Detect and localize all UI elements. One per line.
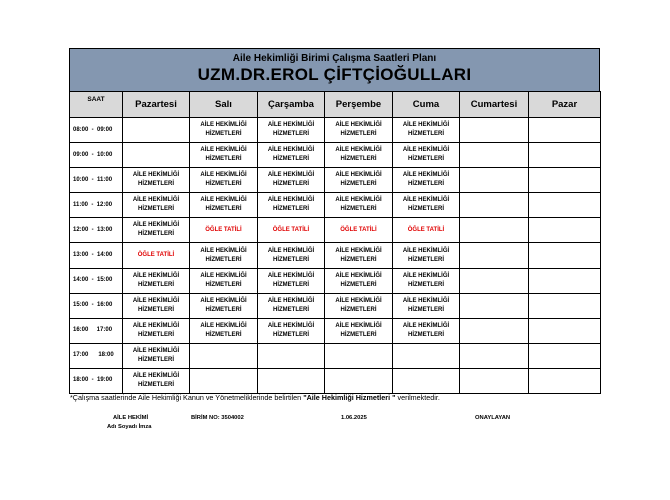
schedule-cell: AİLE HEKİMLİĞİ HİZMETLERİ: [393, 243, 460, 268]
schedule-cell: AİLE HEKİMLİĞİ HİZMETLERİ: [190, 268, 258, 293]
time-slot-cell: 11:00 - 12:00: [70, 193, 123, 218]
schedule-cell: [460, 268, 529, 293]
table-row: [70, 243, 601, 268]
schedule-cell: AİLE HEKİMLİĞİ HİZMETLERİ: [325, 318, 393, 343]
schedule-cell: [460, 168, 529, 193]
table-row: [70, 143, 601, 168]
schedule-cell: [529, 193, 601, 218]
table-row: [70, 343, 601, 368]
schedule-cell: AİLE HEKİMLİĞİ HİZMETLERİ: [190, 143, 258, 168]
schedule-cell: [123, 118, 190, 143]
footnote-text: *Çalışma saatlerinde Aile Hekimliği Kanun ve Yönetmeliklerinde belirtilen: [70, 393, 304, 402]
schedule-cell: [460, 143, 529, 168]
schedule-cell: AİLE HEKİMLİĞİ HİZMETLERİ: [190, 118, 258, 143]
column-header-day: Cuma: [393, 92, 460, 118]
doctor-name-title: UZM.DR.EROL ÇİFTÇİOĞULLARI: [197, 65, 472, 84]
table-row: [70, 218, 601, 243]
schedule-cell: AİLE HEKİMLİĞİ HİZMETLERİ: [258, 193, 325, 218]
schedule-cell: AİLE HEKİMLİĞİ HİZMETLERİ: [190, 243, 258, 268]
schedule-cell: ÖĞLE TATİLİ: [258, 218, 325, 243]
schedule-cell: [529, 118, 601, 143]
schedule-cell: ÖĞLE TATİLİ: [190, 218, 258, 243]
schedule-cell: [460, 368, 529, 393]
schedule-cell: AİLE HEKİMLİĞİ HİZMETLERİ: [258, 268, 325, 293]
schedule-sheet: [69, 48, 600, 394]
schedule-cell: AİLE HEKİMLİĞİ HİZMETLERİ: [190, 168, 258, 193]
schedule-cell: [460, 218, 529, 243]
time-slot-cell: 17:00 18:00: [70, 343, 123, 368]
footer-role: AİLE HEKİMİ: [113, 415, 149, 421]
schedule-cell: AİLE HEKİMLİĞİ HİZMETLERİ: [325, 168, 393, 193]
schedule-cell: AİLE HEKİMLİĞİ HİZMETLERİ: [325, 193, 393, 218]
time-slot-cell: 13:00 - 14:00: [70, 243, 123, 268]
schedule-cell: [190, 343, 258, 368]
schedule-cell: AİLE HEKİMLİĞİ HİZMETLERİ: [325, 118, 393, 143]
time-slot-cell: 18:00 - 19:00: [70, 368, 123, 393]
title-banner: [69, 48, 600, 91]
schedule-cell: AİLE HEKİMLİĞİ HİZMETLERİ: [123, 343, 190, 368]
table-row: [70, 293, 601, 318]
schedule-cell: [258, 368, 325, 393]
schedule-cell: [123, 143, 190, 168]
schedule-cell: [529, 368, 601, 393]
column-header-day: Salı: [190, 92, 258, 118]
schedule-cell: AİLE HEKİMLİĞİ HİZMETLERİ: [325, 143, 393, 168]
footnote: [70, 393, 440, 402]
schedule-cell: ÖĞLE TATİLİ: [123, 243, 190, 268]
schedule-cell: AİLE HEKİMLİĞİ HİZMETLERİ: [393, 118, 460, 143]
schedule-body: [70, 118, 601, 394]
time-slot-cell: 08:00 - 09:00: [70, 118, 123, 143]
schedule-cell: [393, 343, 460, 368]
schedule-cell: AİLE HEKİMLİĞİ HİZMETLERİ: [393, 168, 460, 193]
column-header-saat: SAAT: [70, 92, 123, 118]
column-header-day: Pazartesi: [123, 92, 190, 118]
time-slot-cell: 10:00 - 11:00: [70, 168, 123, 193]
column-header-day: Çarşamba: [258, 92, 325, 118]
table-row: [70, 368, 601, 393]
schedule-cell: [460, 293, 529, 318]
schedule-cell: ÖĞLE TATİLİ: [393, 218, 460, 243]
footer-approver: ONAYLAYAN: [475, 415, 511, 421]
footer-signature-label: Adı Soyadı İmza: [107, 424, 152, 430]
schedule-cell: AİLE HEKİMLİĞİ HİZMETLERİ: [393, 268, 460, 293]
schedule-cell: AİLE HEKİMLİĞİ HİZMETLERİ: [123, 318, 190, 343]
schedule-cell: AİLE HEKİMLİĞİ HİZMETLERİ: [258, 293, 325, 318]
schedule-cell: [529, 168, 601, 193]
column-header-day: Perşembe: [325, 92, 393, 118]
schedule-cell: AİLE HEKİMLİĞİ HİZMETLERİ: [258, 318, 325, 343]
schedule-cell: [529, 243, 601, 268]
schedule-cell: AİLE HEKİMLİĞİ HİZMETLERİ: [123, 218, 190, 243]
table-row: [70, 268, 601, 293]
schedule-cell: [460, 343, 529, 368]
schedule-cell: AİLE HEKİMLİĞİ HİZMETLERİ: [393, 318, 460, 343]
schedule-cell: [258, 343, 325, 368]
schedule-cell: AİLE HEKİMLİĞİ HİZMETLERİ: [258, 243, 325, 268]
schedule-cell: AİLE HEKİMLİĞİ HİZMETLERİ: [190, 193, 258, 218]
schedule-cell: AİLE HEKİMLİĞİ HİZMETLERİ: [123, 368, 190, 393]
footnote-highlight: "Aile Hekimliği Hizmetleri ": [303, 393, 396, 402]
schedule-cell: [325, 343, 393, 368]
schedule-cell: [460, 243, 529, 268]
schedule-cell: AİLE HEKİMLİĞİ HİZMETLERİ: [258, 168, 325, 193]
schedule-cell: AİLE HEKİMLİĞİ HİZMETLERİ: [325, 268, 393, 293]
schedule-cell: AİLE HEKİMLİĞİ HİZMETLERİ: [123, 268, 190, 293]
schedule-cell: AİLE HEKİMLİĞİ HİZMETLERİ: [325, 293, 393, 318]
schedule-cell: ÖĞLE TATİLİ: [325, 218, 393, 243]
schedule-cell: AİLE HEKİMLİĞİ HİZMETLERİ: [393, 143, 460, 168]
time-slot-cell: 12:00 - 13:00: [70, 218, 123, 243]
table-row: [70, 118, 601, 143]
schedule-cell: [529, 218, 601, 243]
schedule-cell: [393, 368, 460, 393]
schedule-cell: AİLE HEKİMLİĞİ HİZMETLERİ: [123, 293, 190, 318]
time-slot-cell: 16:00 17:00: [70, 318, 123, 343]
footer-unit-number: BİRİM NO: 3504002: [191, 415, 244, 421]
schedule-cell: AİLE HEKİMLİĞİ HİZMETLERİ: [258, 118, 325, 143]
schedule-cell: [190, 368, 258, 393]
footnote-suffix: verilmektedir.: [395, 393, 440, 402]
schedule-table: [69, 91, 601, 394]
schedule-cell: [325, 368, 393, 393]
schedule-cell: [529, 318, 601, 343]
schedule-cell: [529, 293, 601, 318]
schedule-cell: AİLE HEKİMLİĞİ HİZMETLERİ: [123, 168, 190, 193]
schedule-cell: AİLE HEKİMLİĞİ HİZMETLERİ: [190, 318, 258, 343]
schedule-cell: [529, 343, 601, 368]
schedule-cell: [529, 268, 601, 293]
time-slot-cell: 14:00 - 15:00: [70, 268, 123, 293]
schedule-cell: AİLE HEKİMLİĞİ HİZMETLERİ: [393, 293, 460, 318]
schedule-cell: AİLE HEKİMLİĞİ HİZMETLERİ: [258, 143, 325, 168]
column-header-day: Pazar: [529, 92, 601, 118]
schedule-cell: [460, 118, 529, 143]
plan-subtitle: Aile Hekimliği Birimi Çalışma Saatleri Planı: [232, 53, 437, 64]
schedule-cell: AİLE HEKİMLİĞİ HİZMETLERİ: [123, 193, 190, 218]
schedule-cell: AİLE HEKİMLİĞİ HİZMETLERİ: [325, 243, 393, 268]
column-header-day: Cumartesi: [460, 92, 529, 118]
schedule-cell: AİLE HEKİMLİĞİ HİZMETLERİ: [190, 293, 258, 318]
header-row: [70, 92, 601, 118]
time-slot-cell: 15:00 - 16:00: [70, 293, 123, 318]
schedule-cell: AİLE HEKİMLİĞİ HİZMETLERİ: [393, 193, 460, 218]
table-row: [70, 318, 601, 343]
time-slot-cell: 09:00 - 10:00: [70, 143, 123, 168]
schedule-cell: [529, 143, 601, 168]
table-row: [70, 168, 601, 193]
schedule-cell: [460, 318, 529, 343]
footer-date: 1.06.2025: [341, 415, 367, 421]
table-row: [70, 193, 601, 218]
schedule-cell: [460, 193, 529, 218]
